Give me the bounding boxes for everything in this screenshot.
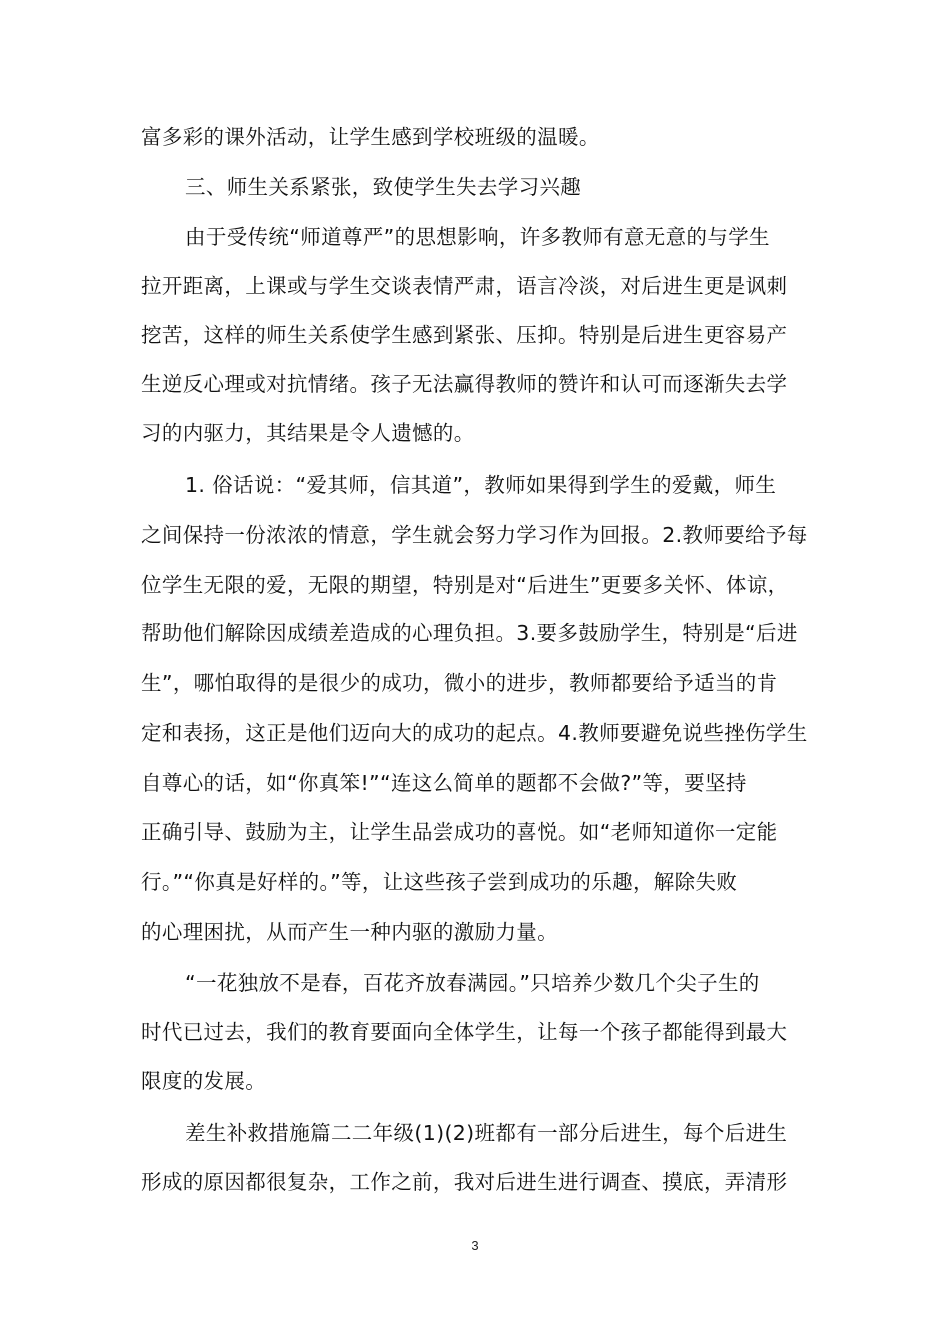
section-heading: 三、师生关系紧张，致使学生失去学习兴趣	[185, 175, 582, 199]
page-number: 3	[471, 1238, 479, 1253]
text-line: “一花独放不是春，百花齐放春满园。”只培养少数几个尖子生的	[185, 971, 760, 995]
text-line: 帮助他们解除因成绩差造成的心理负担。3.要多鼓励学生，特别是“后进	[141, 621, 798, 645]
text-line: 拉开距离，上课或与学生交谈表情严肃，语言冷淡，对后进生更是讽刺	[141, 274, 788, 298]
text-line: 差生补救措施篇二二年级(1)(2)班都有一部分后进生，每个后进生	[185, 1121, 788, 1145]
text-line: 1. 俗话说：“爱其师，信其道”，教师如果得到学生的爱戴，师生	[185, 473, 777, 497]
text-line: 自尊心的话，如“你真笨!”“连这么简单的题都不会做?”等，要坚持	[141, 771, 747, 795]
text-line: 时代已过去，我们的教育要面向全体学生，让每一个孩子都能得到最大	[141, 1020, 788, 1044]
text-line: 习的内驱力，其结果是令人遗憾的。	[141, 421, 475, 445]
text-line: 之间保持一份浓浓的情意，学生就会努力学习作为回报。2.教师要给予每	[141, 523, 808, 547]
text-line: 行。”“你真是好样的。”等，让这些孩子尝到成功的乐趣，解除失败	[141, 870, 738, 894]
text-line: 挖苦，这样的师生关系使学生感到紧张、压抑。特别是后进生更容易产	[141, 323, 788, 347]
text-line: 的心理困扰，从而产生一种内驱的激励力量。	[141, 920, 558, 944]
text-line: 定和表扬，这正是他们迈向大的成功的起点。4.教师要避免说些挫伤学生	[141, 721, 808, 745]
text-line: 生”，哪怕取得的是很少的成功，微小的进步，教师都要给予适当的肯	[141, 671, 778, 695]
text-line: 限度的发展。	[141, 1069, 267, 1093]
text-line: 由于受传统“师道尊严”的思想影响，许多教师有意无意的与学生	[185, 225, 770, 249]
text-line: 富多彩的课外活动，让学生感到学校班级的温暖。	[141, 125, 600, 149]
text-line: 位学生无限的爱，无限的期望，特别是对“后进生”更要多关怀、体谅，	[141, 573, 789, 597]
text-line: 正确引导、鼓励为主，让学生品尝成功的喜悦。如“老师知道你一定能	[141, 820, 778, 844]
text-line: 形成的原因都很复杂，工作之前，我对后进生进行调查、摸底，弄清形	[141, 1170, 788, 1194]
text-line: 生逆反心理或对抗情绪。孩子无法赢得教师的赞许和认可而逐渐失去学	[141, 372, 788, 396]
